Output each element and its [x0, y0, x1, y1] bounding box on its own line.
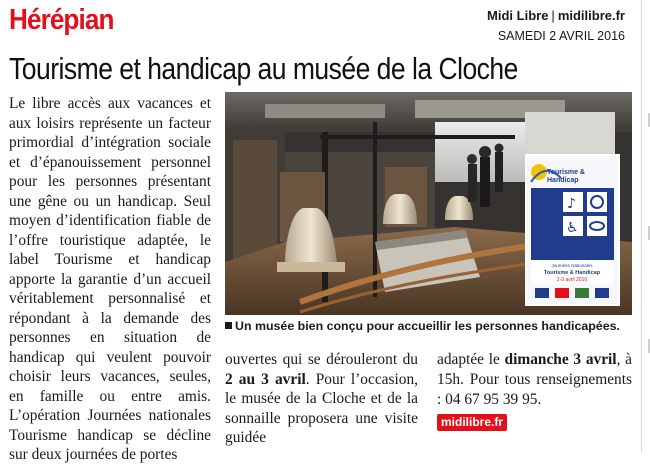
- brand-tag-logo: midilibre.fr: [437, 414, 507, 431]
- col2-text-c: . Pour l’occasion, le musée de la Cloche et de la sonnaille proposera une visite guidée: [225, 370, 418, 446]
- page-edge-rule: [641, 0, 642, 452]
- newspaper-name: Midi Libre: [487, 8, 549, 23]
- caption-bullet-icon: [225, 322, 232, 329]
- col3-date: dimanche 3 avril: [504, 351, 617, 368]
- poster-title-line-1: Tourisme &: [547, 169, 585, 176]
- poster-ear-icon: ♪: [567, 196, 576, 212]
- poster-event-name: Tourisme & Handicap: [543, 270, 601, 276]
- col3-text-c: , à 15h. Pour tous renseignements :: [437, 351, 632, 408]
- poster-title-line-2: Handicap: [547, 177, 579, 184]
- section-kicker: Hérépian: [9, 4, 114, 36]
- article-lead-column: Le libre accès aux vacances et aux loisirs représente un facteur primordial d’intégration sociale et d’épanouissement personnel pour les personnes présentant une gêne ou un handicap. Seul moyen d’identification fiable de l’offre touristique adaptée, le label Tourisme et handicap apporte la garantie d’un accueil véritablement personnalisé et répondant à la demande des personnes en situation de handicap qui veulent pouvoir choisir leurs vacances, seules, en famille ou entre amis. L’opération Journées nationales Tourisme handicap se décline sur deux journées de portes: [9, 95, 211, 463]
- museum-photo-illustration: [225, 92, 632, 315]
- newspaper-source: [487, 8, 625, 23]
- contact-phone: 04 67 95 39 95.: [445, 391, 542, 408]
- poster-event-dates: 2-3 avril 2016: [556, 277, 588, 283]
- col3-text-a: adaptée le: [437, 351, 505, 368]
- article-headline: Tourisme et handicap au musée de la Cloche: [9, 51, 518, 86]
- photo-caption: [225, 318, 635, 334]
- source-separator: |: [551, 8, 555, 23]
- publication-date: SAMEDI 2 AVRIL 2016: [497, 29, 625, 43]
- poster-subtitle: Journées Nationales: [551, 263, 593, 268]
- newspaper-site: midilibre.fr: [557, 8, 625, 23]
- article-column-2: [225, 350, 418, 448]
- col2-text-a: ouvertes qui se dérouleront du: [225, 351, 418, 368]
- article-photo: [225, 92, 632, 315]
- caption-text: Un musée bien conçu pour accueillir les personnes handicapées.: [235, 319, 620, 333]
- article-column-3: [437, 350, 632, 410]
- poster-wheelchair-icon: ♿: [566, 220, 579, 236]
- col2-dates: 2 au 3 avril: [225, 370, 306, 388]
